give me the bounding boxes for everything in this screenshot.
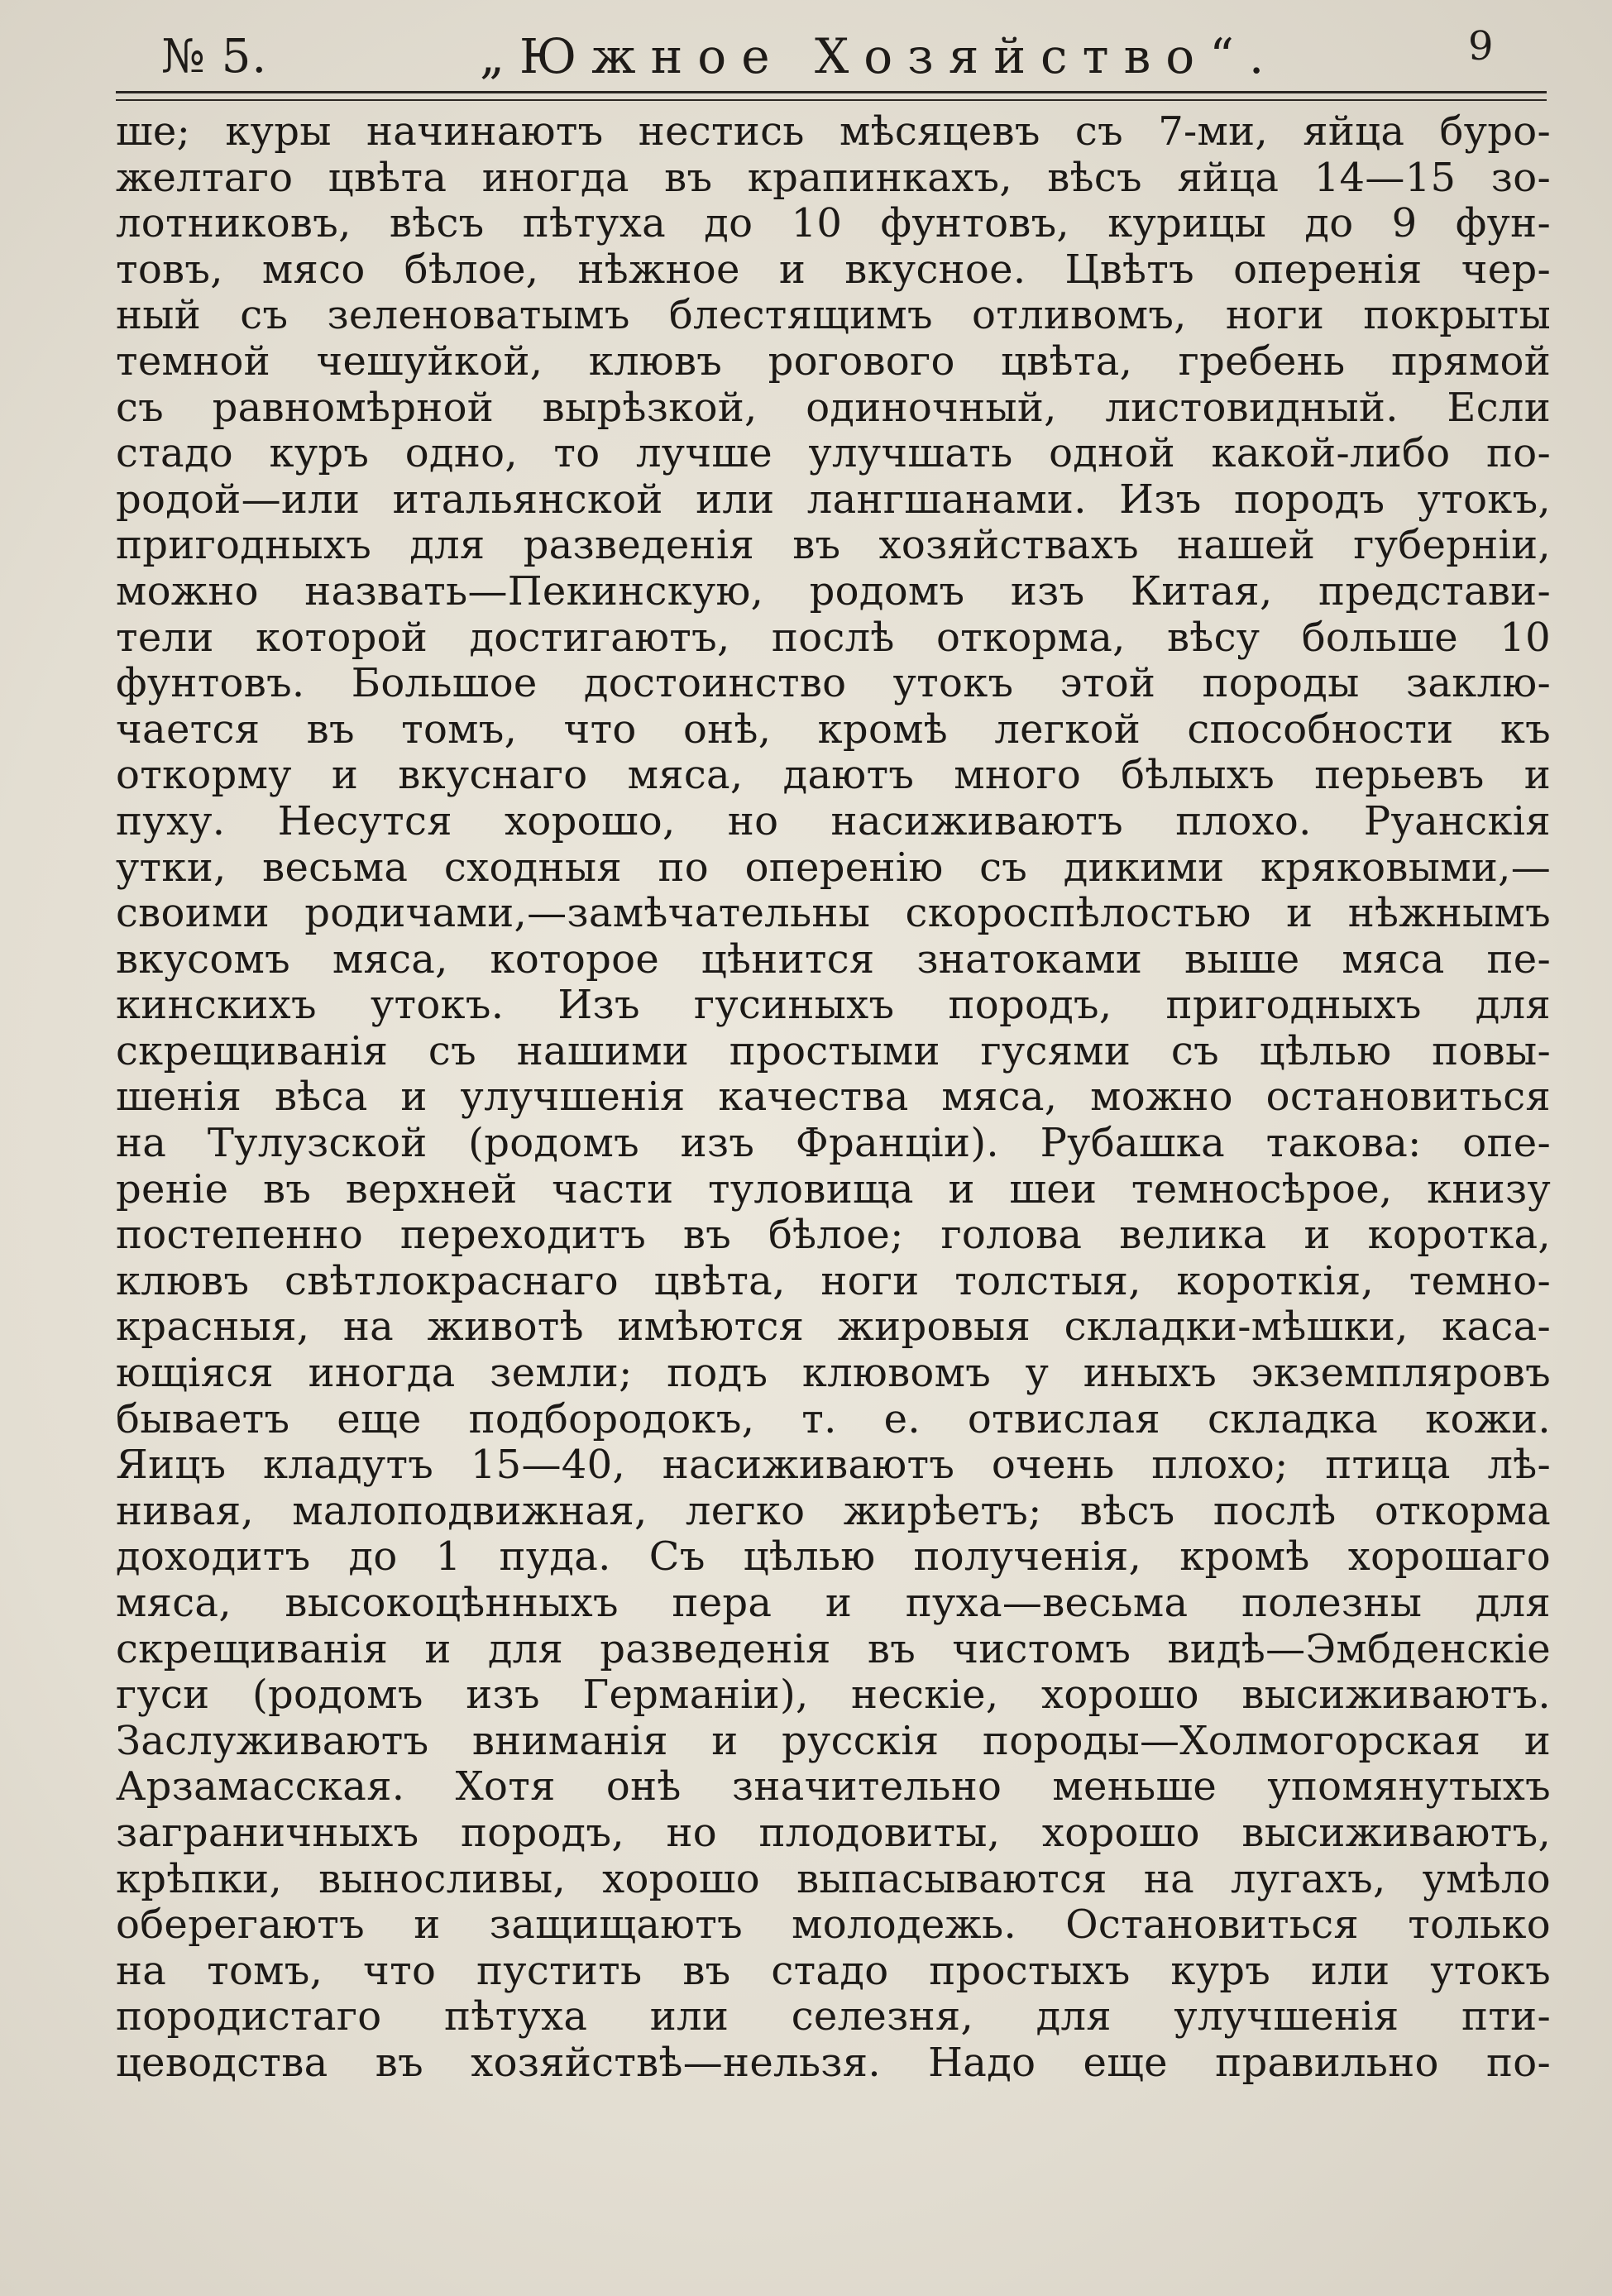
text-line: пуху. Несутся хорошо, но насиживаютъ плохо. Руанскія xyxy=(116,798,1551,844)
text-line: доходитъ до 1 пуда. Съ цѣлью полученія, кромѣ хорошаго xyxy=(116,1534,1551,1581)
text-line: желтаго цвѣта иногда въ крапинкахъ, вѣсъ яйца 14—15 зо- xyxy=(116,155,1551,201)
text-line: породистаго пѣтуха или селезня, для улучшенія пти- xyxy=(116,1994,1551,2040)
body-text xyxy=(116,109,1551,2087)
text-line: родой—или итальянской или лангшанами. Изъ породъ утокъ, xyxy=(116,476,1551,523)
text-line: ный съ зеленоватымъ блестящимъ отливомъ, ноги покрыты xyxy=(116,293,1551,339)
text-line: скрещиванія и для разведенія въ чистомъ видѣ—Эмбденскіе xyxy=(116,1626,1551,1672)
issue-number: № 5. xyxy=(161,30,268,84)
text-line: своими родичами,—замѣчательны скороспѣлостью и нѣжнымъ xyxy=(116,891,1551,937)
text-line: вкусомъ мяса, которое цѣнится знатоками выше мяса пе- xyxy=(116,936,1551,983)
text-line: Яицъ кладутъ 15—40, насиживаютъ очень плохо; птица лѣ- xyxy=(116,1442,1551,1489)
text-line: товъ, мясо бѣлое, нѣжное и вкусное. Цвѣтъ оперенія чер- xyxy=(116,246,1551,293)
text-line: на Тулузской (родомъ изъ Франціи). Рубашка такова: опе- xyxy=(116,1121,1551,1167)
text-line: лотниковъ, вѣсъ пѣтуха до 10 фунтовъ, курицы до 9 фун- xyxy=(116,201,1551,247)
text-line: тели которой достигаютъ, послѣ откорма, вѣсу больше 10 xyxy=(116,615,1551,661)
text-line: постепенно переходитъ въ бѣлое; голова велика и коротка, xyxy=(116,1213,1551,1259)
text-line: Арзамасская. Хотя онѣ значительно меньше упомянутыхъ xyxy=(116,1764,1551,1810)
text-line: Заслуживаютъ вниманія и русскія породы—Холмогорская и xyxy=(116,1718,1551,1764)
text-line: мяса, высокоцѣнныхъ пера и пуха—весьма полезны для xyxy=(116,1581,1551,1626)
text-line: клювъ свѣтлокраснаго цвѣта, ноги толстыя, короткія, темно- xyxy=(116,1258,1551,1304)
text-line: на томъ, что пустить въ стадо простыхъ куръ или утокъ xyxy=(116,1948,1551,1994)
page-header xyxy=(108,23,1547,84)
header-rule-thin xyxy=(116,99,1547,101)
text-line: заграничныхъ породъ, но плодовиты, хорошо высиживаютъ, xyxy=(116,1810,1551,1856)
text-line: стадо куръ одно, то лучше улучшать одной какой-либо по- xyxy=(116,431,1551,477)
text-line: цеводства въ хозяйствѣ—нельзя. Надо еще правильно по- xyxy=(116,2040,1551,2086)
header-rule-thick xyxy=(116,91,1547,93)
text-line: ющіяся иногда земли; подъ клювомъ у иныхъ экземпляровъ xyxy=(116,1351,1551,1397)
text-line: утки, весьма сходныя по оперенію съ дикими кряковыми,— xyxy=(116,844,1551,891)
text-line: реніе въ верхней части туловища и шеи темносѣрое, книзу xyxy=(116,1166,1551,1213)
text-line: темной чешуйкой, клювъ рогового цвѣта, гребень прямой xyxy=(116,338,1551,385)
text-line: оберегаютъ и защищаютъ молодежь. Остановиться только xyxy=(116,1902,1551,1949)
text-line: чается въ томъ, что онѣ, кромѣ легкой способности къ xyxy=(116,706,1551,753)
text-line: красныя, на животѣ имѣются жировыя складки-мѣшки, каса- xyxy=(116,1304,1551,1351)
text-line: откорму и вкуснаго мяса, даютъ много бѣлыхъ перьевъ и xyxy=(116,753,1551,799)
text-line: гуси (родомъ изъ Германіи), нескіе, хорошо высиживаютъ. xyxy=(116,1672,1551,1719)
text-line: съ равномѣрной вырѣзкой, одиночный, листовидный. Если xyxy=(116,385,1551,431)
journal-title: „Южное Хозяйство“. xyxy=(480,28,1280,84)
text-line: пригодныхъ для разведенія въ хозяйствахъ нашей губерніи, xyxy=(116,523,1551,569)
text-line: нивая, малоподвижная, легко жирѣетъ; вѣсъ послѣ откорма xyxy=(116,1488,1551,1534)
text-line: кинскихъ утокъ. Изъ гусиныхъ породъ, пригодныхъ для xyxy=(116,983,1551,1029)
text-line: ше; куры начинаютъ нестись мѣсяцевъ съ 7-ми, яйца буро- xyxy=(116,109,1551,155)
text-line: можно назвать—Пекинскую, родомъ изъ Китая, представи- xyxy=(116,568,1551,615)
text-line: бываетъ еще подбородокъ, т. е. отвислая складка кожи. xyxy=(116,1396,1551,1442)
text-line: шенія вѣса и улучшенія качества мяса, можно остановиться xyxy=(116,1074,1551,1121)
text-line: скрещиванія съ нашими простыми гусями съ цѣлью повы- xyxy=(116,1028,1551,1074)
text-line: фунтовъ. Большое достоинство утокъ этой породы заклю- xyxy=(116,661,1551,707)
page-number: 9 xyxy=(1468,23,1494,69)
text-line: крѣпки, выносливы, хорошо выпасываются на лугахъ, умѣло xyxy=(116,1856,1551,1902)
